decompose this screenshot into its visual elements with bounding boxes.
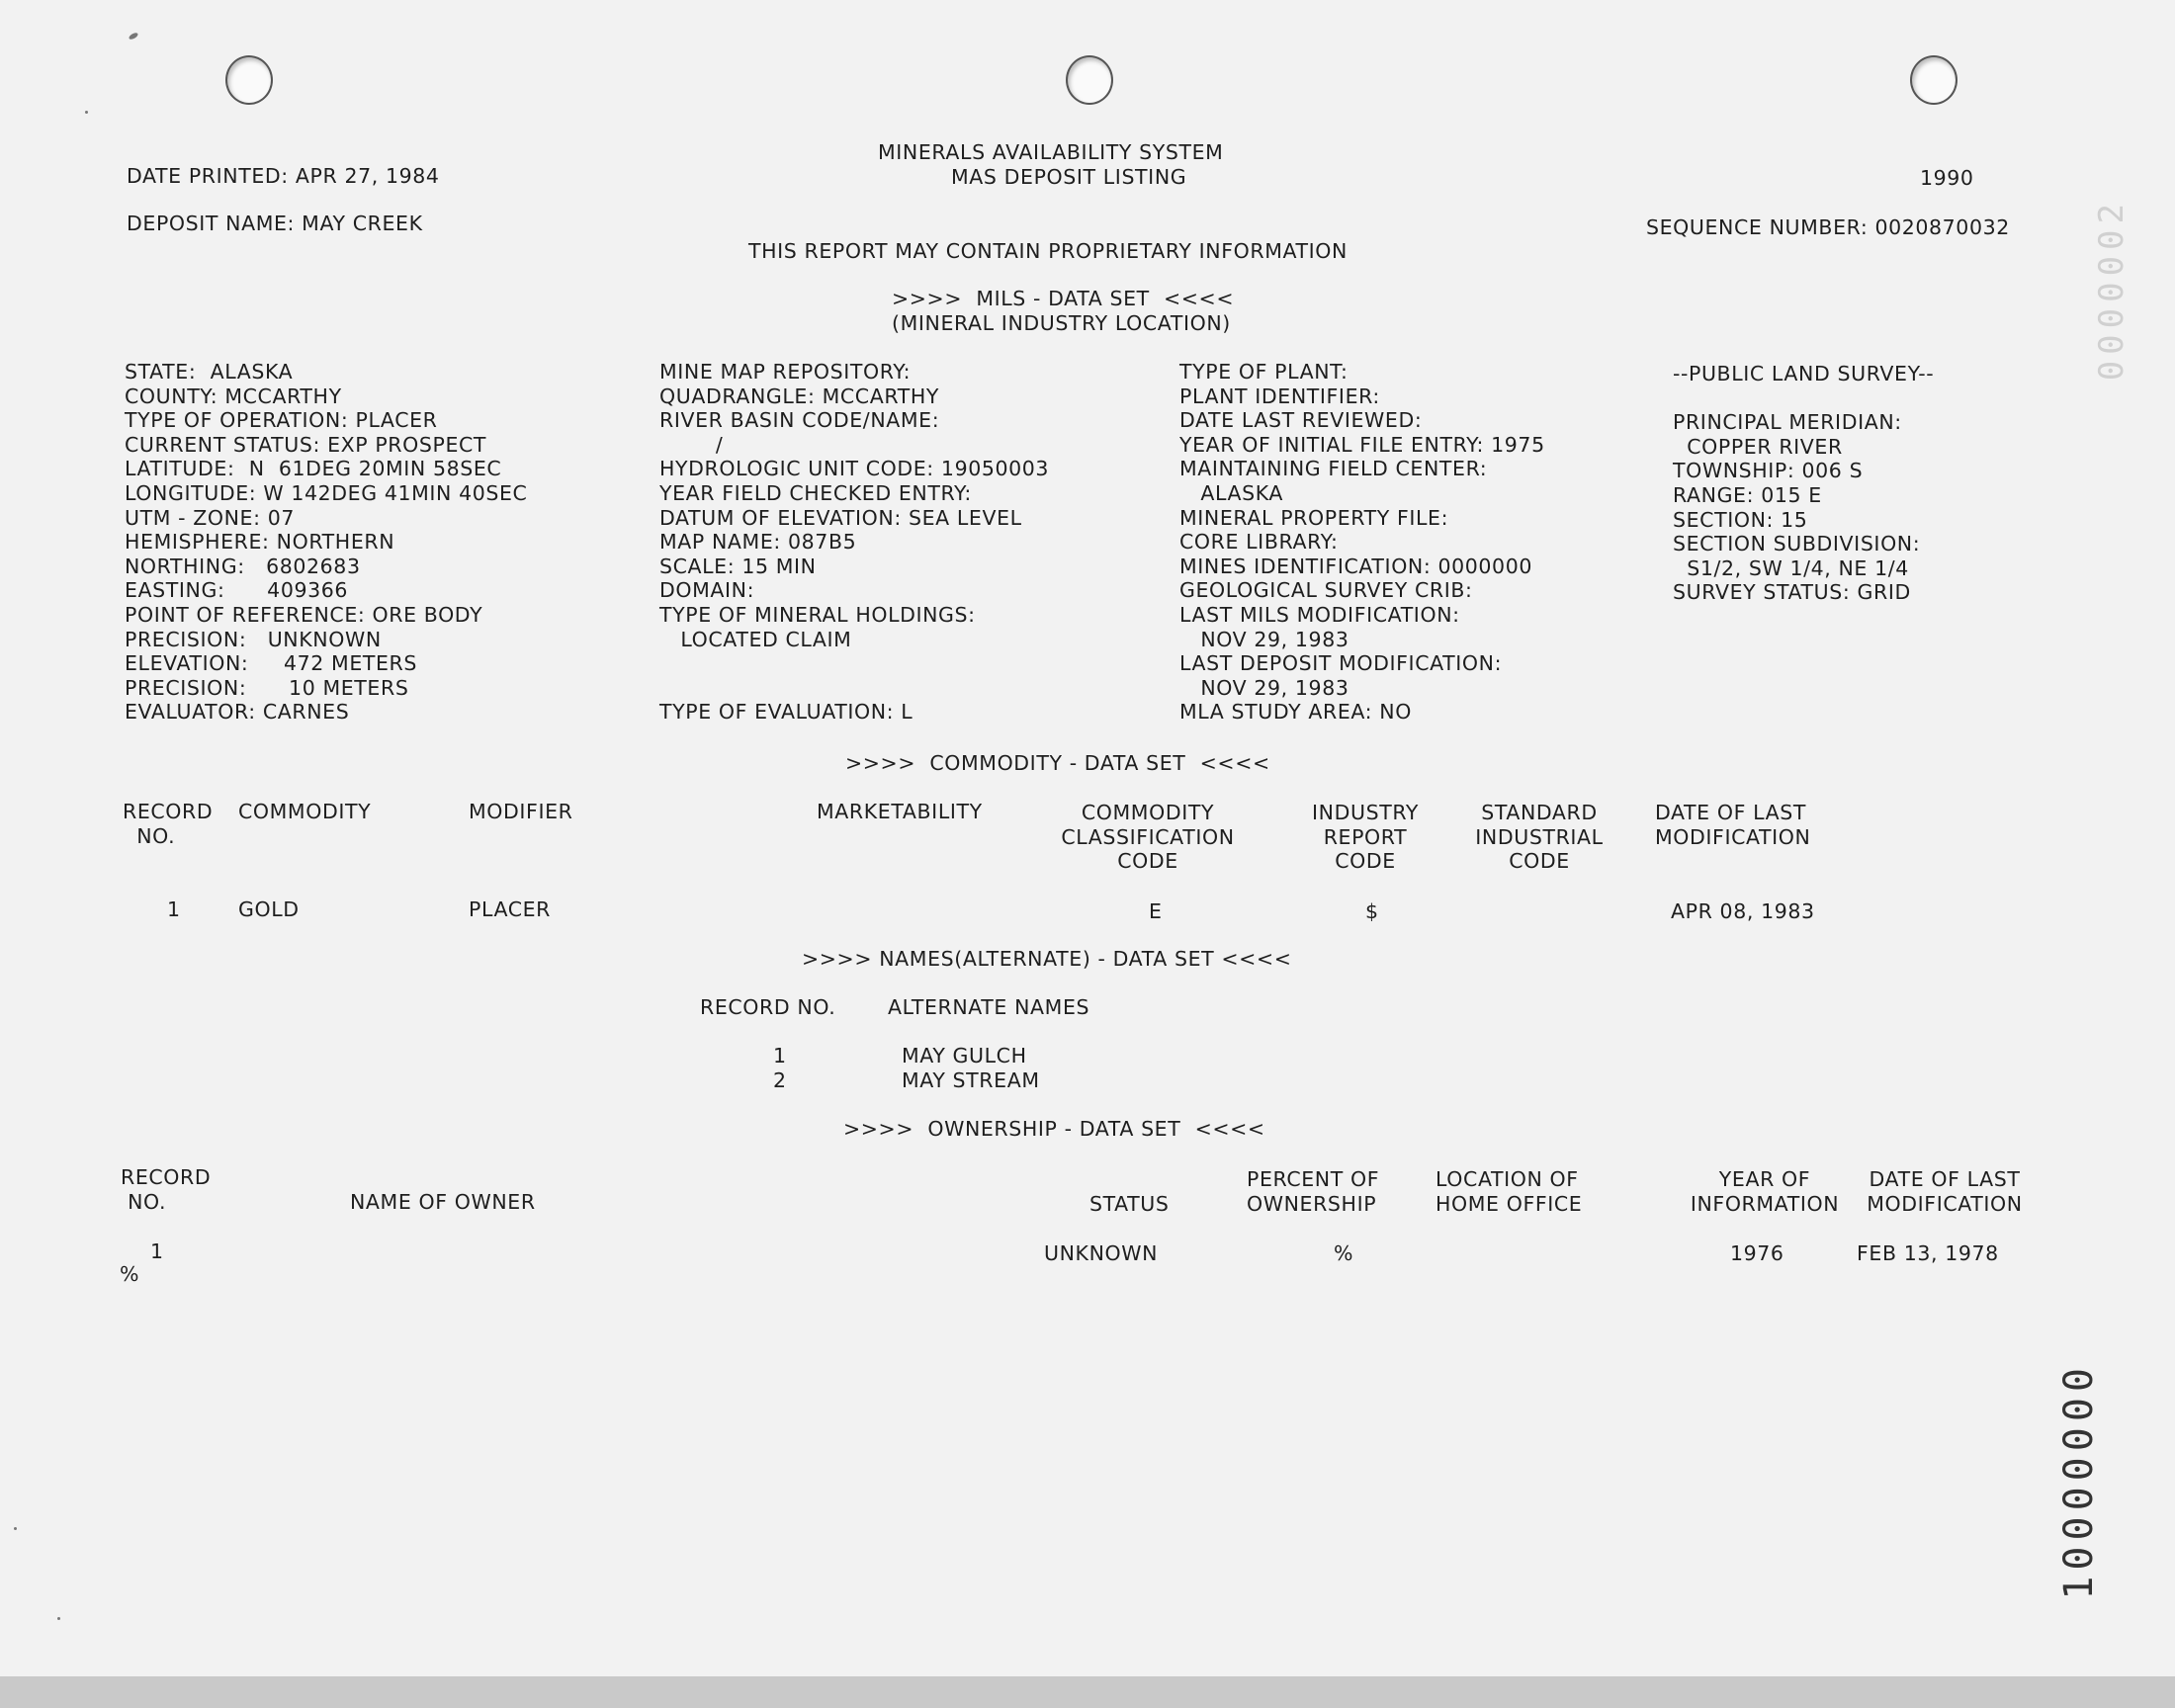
ownership-row-status: UNKNOWN — [1044, 1241, 1159, 1265]
commodity-header-commodity: COMMODITY — [238, 800, 372, 823]
date-printed: DATE PRINTED: APR 27, 1984 — [127, 164, 440, 188]
paper-speck — [57, 1617, 60, 1620]
deposit-name: DEPOSIT NAME: MAY CREEK — [127, 212, 423, 235]
commodity-row-industry: $ — [1365, 899, 1379, 923]
names-row-2-name: MAY STREAM — [902, 1068, 1040, 1092]
names-header-names: ALTERNATE NAMES — [888, 995, 1090, 1019]
mils-heading: >>>> MILS - DATA SET <<<< — [892, 287, 1235, 310]
ownership-row-year: 1976 — [1730, 1241, 1784, 1265]
commodity-header-industry: INDUSTRY REPORT CODE — [1312, 801, 1419, 874]
ownership-row-date: FEB 13, 1978 — [1857, 1241, 1999, 1265]
system-title: MINERALS AVAILABILITY SYSTEM — [878, 140, 1224, 164]
ownership-row-percent: % — [1334, 1241, 1354, 1265]
commodity-header-classification: COMMODITY CLASSIFICATION CODE — [1061, 801, 1235, 874]
punch-hole-right — [1910, 55, 1958, 105]
ownership-header-date: DATE OF LAST MODIFICATION — [1867, 1167, 2023, 1216]
ownership-heading: >>>> OWNERSHIP - DATA SET <<<< — [843, 1117, 1265, 1141]
ownership-header-record: RECORD NO. — [121, 1165, 212, 1214]
commodity-row-record: 1 — [167, 897, 181, 921]
bates-number-stamp: 10000000 — [2056, 1362, 2102, 1600]
paper-speck — [128, 32, 138, 41]
ownership-row-record: 1 — [150, 1239, 164, 1263]
report-year: 1990 — [1920, 166, 1974, 190]
commodity-row-commodity: GOLD — [238, 897, 300, 921]
commodity-header-marketability: MARKETABILITY — [817, 800, 983, 823]
commodity-header-modifier: MODIFIER — [469, 800, 573, 823]
commodity-header-date: DATE OF LAST MODIFICATION — [1655, 801, 1811, 849]
ownership-header-location: LOCATION OF HOME OFFICE — [1436, 1167, 1583, 1216]
sequence-number: SEQUENCE NUMBER: 0020870032 — [1646, 215, 2010, 239]
land-survey-column: --PUBLIC LAND SURVEY-- PRINCIPAL MERIDIAN: COPPER RIVER TOWNSHIP: 006 S RANGE: 015 E SECTION: 15 SECTION SUBDIVISION: S1/2, SW 1/4, NE 1/4 SURVEY STATUS: GRID — [1673, 362, 1935, 605]
ownership-header-status: STATUS — [1089, 1192, 1170, 1216]
paper-speck — [85, 111, 88, 114]
punch-hole-center — [1066, 55, 1113, 105]
commodity-header-record: RECORD NO. — [123, 800, 214, 848]
ownership-row-marker: % — [120, 1262, 140, 1286]
commodity-heading: >>>> COMMODITY - DATA SET <<<< — [845, 751, 1270, 775]
mils-subheading: (MINERAL INDUSTRY LOCATION) — [892, 311, 1231, 335]
commodity-row-date: APR 08, 1983 — [1671, 899, 1815, 923]
listing-title: MAS DEPOSIT LISTING — [951, 165, 1187, 189]
names-row-1-no: 1 — [773, 1044, 787, 1068]
punch-hole-left — [225, 55, 273, 105]
commodity-row-modifier: PLACER — [469, 897, 552, 921]
ownership-header-percent: PERCENT OF OWNERSHIP — [1247, 1167, 1380, 1216]
names-row-2-no: 2 — [773, 1068, 787, 1092]
ownership-header-year: YEAR OF INFORMATION — [1690, 1167, 1840, 1216]
ownership-header-owner: NAME OF OWNER — [350, 1190, 536, 1214]
scanner-edge — [0, 1676, 2175, 1708]
map-column: MINE MAP REPOSITORY: QUADRANGLE: MCCARTHY RIVER BASIN CODE/NAME: / HYDROLOGIC UNIT CODE: 19050003 YEAR FIELD CHECKED ENTRY: DATUM OF ELEVATION: SEA LEVEL MAP NAME: 087B5 SCALE: 15 MIN DOMAIN: TYPE OF MINERAL HOLDINGS: LOCATED CLAIM TYPE OF EVALUATION: L — [659, 360, 1050, 725]
commodity-header-standard: STANDARD INDUSTRIAL CODE — [1475, 801, 1604, 874]
paper-speck — [14, 1527, 17, 1530]
location-column: STATE: ALASKA COUNTY: MCCARTHY TYPE OF OPERATION: PLACER CURRENT STATUS: EXP PROSPECT LATITUDE: N 61DEG 20MIN 58SEC LONGITUDE: W 142DEG 41MIN 40SEC UTM - ZONE: 07 HEMISPHERE: NORTHERN NORTHING: 6802683 EASTING: 409366 POINT OF REFERENCE: ORE BODY PRECISION: UNKNOWN ELEVATION: 472 METERS PRECISION: 10 METERS EVALUATOR: CARNES — [125, 360, 528, 725]
names-header-record: RECORD NO. — [700, 995, 836, 1019]
file-column: TYPE OF PLANT: PLANT IDENTIFIER: DATE LAST REVIEWED: YEAR OF INITIAL FILE ENTRY: 1975 MAINTAINING FIELD CENTER: ALASKA MINERAL PROPERTY FILE: CORE LIBRARY: MINES IDENTIFICATION: 0000000 GEOLOGICAL SURVEY CRIB: LAST MILS MODIFICATION: NOV 29, 1983 LAST DEPOSIT MODIFICATION: NOV 29, 1983 MLA STUDY AREA: NO — [1179, 360, 1545, 725]
proprietary-notice: THIS REPORT MAY CONTAIN PROPRIETARY INFORMATION — [748, 239, 1348, 263]
commodity-row-classification: E — [1149, 899, 1163, 923]
names-row-1-name: MAY GULCH — [902, 1044, 1027, 1068]
faint-margin-stamp: 0000002 — [2092, 198, 2132, 382]
names-heading: >>>> NAMES(ALTERNATE) - DATA SET <<<< — [802, 947, 1292, 971]
